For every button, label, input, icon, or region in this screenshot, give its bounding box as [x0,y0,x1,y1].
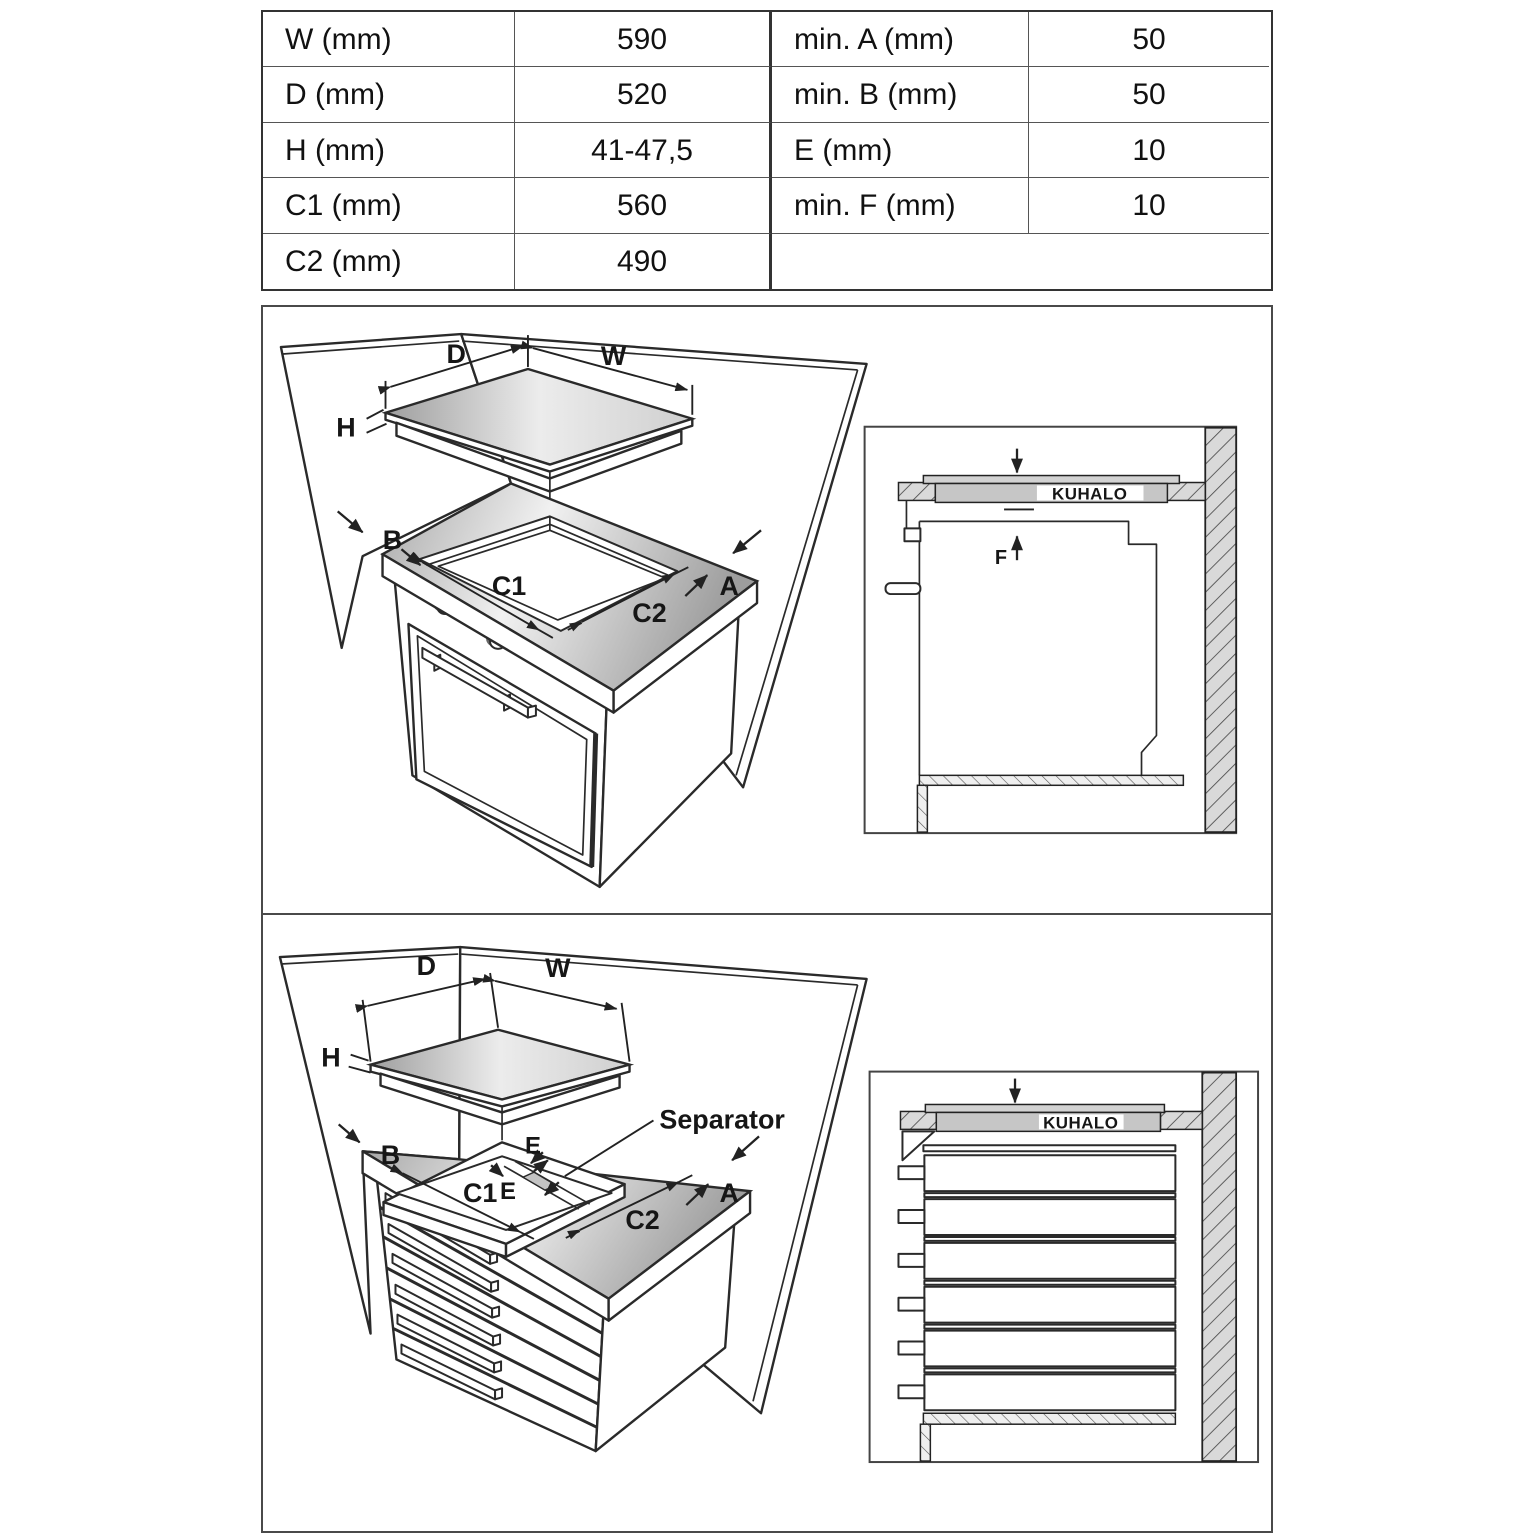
cooktop-glass [923,476,1179,484]
cross-section-oven [865,427,1237,833]
counter-left [898,483,935,501]
wall-hatch [1202,1073,1236,1461]
dim-label-c1: C1 [491,571,527,602]
diagram-drawers-svg [263,915,1271,1531]
separator-board [923,1145,1175,1151]
table-cell-label: D (mm) [263,67,515,122]
table-cell-value: 50 [1029,67,1269,122]
dim-label-d: D [446,338,466,369]
dim-label-e: E [500,1178,516,1206]
dim-label-w: W [600,340,627,371]
table-cell-value: 10 [1029,178,1269,233]
dimensions-table [261,10,1273,291]
kuhalo-label: KUHALO [1052,484,1128,504]
dim-label-c1: C1 [462,1178,498,1209]
cabinet-floor [923,1413,1175,1424]
cross-section-drawers [870,1072,1258,1462]
drawer-boxes [898,1155,1175,1410]
separator-label: Separator [659,1104,785,1135]
diagram-oven-svg [263,307,1271,913]
table-cell-value: 490 [515,234,772,289]
table-cell-label: H (mm) [263,123,515,178]
kuhalo-label: KUHALO [1043,1113,1119,1133]
table-cell-empty [772,234,1269,289]
table-cell-label: E (mm) [772,123,1029,178]
table-cell-label: C1 (mm) [263,178,515,233]
dim-label-d: D [416,950,437,981]
table-cell-value: 41-47,5 [515,123,772,178]
wall-hatch [1205,428,1236,832]
dim-label-c2: C2 [632,597,667,628]
dim-label-h: H [336,412,356,443]
dim-label-a: A [719,571,739,602]
dim-label-w: W [545,952,571,983]
dim-label-b: B [382,525,403,556]
table-cell-label: C2 (mm) [263,234,515,289]
table-cell-value: 10 [1029,123,1269,178]
table-cell-value: 520 [515,67,772,122]
table-cell-label: min. A (mm) [772,12,1029,67]
dim-label-f: F [994,547,1008,570]
table-cell-value: 560 [515,178,772,233]
table-cell-label: min. B (mm) [772,67,1029,122]
installation-diagram-oven [261,305,1273,915]
cooktop-glass [925,1104,1164,1112]
table-cell-label: min. F (mm) [772,178,1029,233]
table-cell-value: 590 [515,12,772,67]
dim-label-e: E [524,1132,541,1160]
dim-label-c2: C2 [625,1204,660,1235]
dim-label-h: H [321,1042,341,1073]
oven-hinge [904,528,920,541]
table-cell-value: 50 [1029,12,1269,67]
installation-diagram-drawers [261,913,1273,1533]
dim-label-b: B [380,1140,401,1171]
counter-left [900,1111,936,1129]
counter-right [1160,1111,1202,1129]
oven-side-handle [886,583,921,594]
dim-label-a: A [719,1178,739,1209]
table-cell-label: W (mm) [263,12,515,67]
